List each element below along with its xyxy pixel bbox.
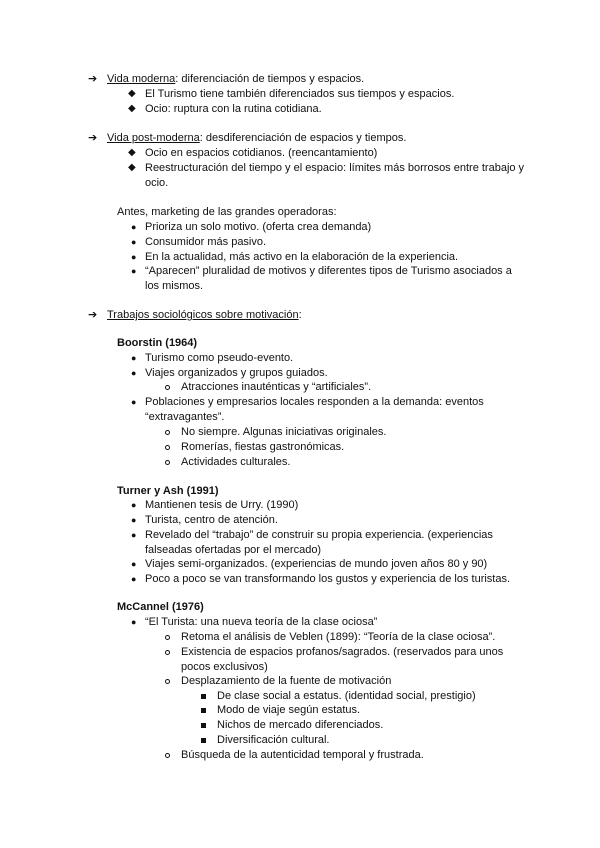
square-bullet-icon — [201, 708, 206, 713]
list-item: No siempre. Algunas iniciativas originales. — [181, 426, 387, 438]
section-heading: Trabajos sociológicos sobre motivación: — [107, 309, 302, 321]
disc-bullet-icon: ● — [131, 222, 137, 232]
heading-link[interactable]: Trabajos sociológicos sobre motivación — [107, 309, 299, 321]
list-item: Modo de viaje según estatus. — [217, 704, 361, 716]
arrow-bullet-icon: ➔ — [88, 132, 98, 144]
list-item: “El Turista: una nueva teoría de la clase ociosa” — [145, 616, 378, 628]
list-item: Poblaciones y empresarios locales responden a la demanda: eventos “extravagantes”. — [145, 396, 484, 423]
circle-bullet-icon — [165, 650, 170, 655]
circle-bullet-icon — [165, 385, 170, 390]
list-item: Prioriza un solo motivo. (oferta crea demanda) — [145, 221, 372, 233]
heading-link[interactable]: Vida moderna — [107, 73, 176, 85]
square-bullet-icon — [201, 723, 206, 728]
list-item: Diversificación cultural. — [217, 734, 330, 746]
list-item: Ocio en espacios cotidianos. (reencantamiento) — [145, 147, 378, 159]
circle-bullet-icon — [165, 460, 170, 465]
disc-bullet-icon: ● — [131, 530, 137, 540]
square-bullet-icon — [201, 694, 206, 699]
circle-bullet-icon — [165, 635, 170, 640]
disc-bullet-icon: ● — [131, 515, 137, 525]
disc-bullet-icon: ● — [131, 368, 137, 378]
list-item: “Aparecen” pluralidad de motivos y diferentes tipos de Turismo asociados a los mismos. — [145, 265, 512, 292]
subsection-title: McCannel (1976) — [117, 601, 204, 613]
list-item: Turista, centro de atención. — [145, 514, 278, 526]
circle-bullet-icon — [165, 753, 170, 758]
disc-bullet-icon: ● — [131, 353, 137, 363]
list-item: De clase social a estatus. (identidad social, prestigio) — [217, 690, 476, 702]
list-item: Atracciones inauténticas y “artificiales”. — [181, 381, 372, 393]
subsection-title: Turner y Ash (1991) — [117, 485, 219, 497]
subsection-title: Boorstin (1964) — [117, 337, 198, 349]
list-item: Búsqueda de la autenticidad temporal y frustrada. — [181, 749, 424, 761]
list-item: Mantienen tesis de Urry. (1990) — [145, 499, 299, 511]
diamond-bullet-icon: ◆ — [128, 88, 136, 99]
list-item: Retoma el análisis de Veblen (1899): “Teoría de la clase ociosa”. — [181, 631, 496, 643]
disc-bullet-icon: ● — [131, 559, 137, 569]
list-item: Viajes organizados y grupos guiados. — [145, 367, 328, 379]
arrow-bullet-icon: ➔ — [88, 309, 98, 321]
diamond-bullet-icon: ◆ — [128, 103, 136, 114]
list-item: Actividades culturales. — [181, 456, 291, 468]
disc-bullet-icon: ● — [131, 237, 137, 247]
list-item: Turismo como pseudo-evento. — [145, 352, 294, 364]
paragraph: Antes, marketing de las grandes operadoras: — [117, 206, 337, 218]
list-item: Ocio: ruptura con la rutina cotidiana. — [145, 103, 322, 115]
arrow-bullet-icon: ➔ — [88, 73, 98, 85]
list-item: Revelado del “trabajo” de construir su propia experiencia. (experiencias falseadas ofertadas por el mercado) — [145, 529, 493, 556]
list-item: Desplazamiento de la fuente de motivación — [181, 675, 392, 687]
heading-link[interactable]: Vida post-moderna — [107, 132, 200, 144]
list-item: Viajes semi-organizados. (experiencias de mundo joven años 80 y 90) — [145, 558, 488, 570]
list-item: Reestructuración del tiempo y el espacio: límites más borrosos entre trabajo y ocio. — [145, 162, 525, 189]
list-item: El Turismo tiene también diferenciados sus tiempos y espacios. — [145, 88, 455, 100]
disc-bullet-icon: ● — [131, 266, 137, 276]
disc-bullet-icon: ● — [131, 397, 137, 407]
list-item: En la actualidad, más activo en la elaboración de la experiencia. — [145, 251, 459, 263]
diamond-bullet-icon: ◆ — [128, 162, 136, 173]
section-heading: Vida post-moderna: desdiferenciación de espacios y tiempos. — [107, 132, 407, 144]
list-item: Consumidor más pasivo. — [145, 236, 267, 248]
disc-bullet-icon: ● — [131, 252, 137, 262]
disc-bullet-icon: ● — [131, 617, 137, 627]
square-bullet-icon — [201, 738, 206, 743]
list-item: Existencia de espacios profanos/sagrados. (reservados para unos pocos exclusivos) — [181, 646, 504, 673]
disc-bullet-icon: ● — [131, 574, 137, 584]
circle-bullet-icon — [165, 679, 170, 684]
diamond-bullet-icon: ◆ — [128, 147, 136, 158]
list-item: Nichos de mercado diferenciados. — [217, 719, 384, 731]
list-item: Poco a poco se van transformando los gustos y experiencia de los turistas. — [145, 573, 511, 585]
section-heading: Vida moderna: diferenciación de tiempos y espacios. — [107, 73, 365, 85]
circle-bullet-icon — [165, 430, 170, 435]
circle-bullet-icon — [165, 445, 170, 450]
list-item: Romerías, fiestas gastronómicas. — [181, 441, 345, 453]
disc-bullet-icon: ● — [131, 500, 137, 510]
